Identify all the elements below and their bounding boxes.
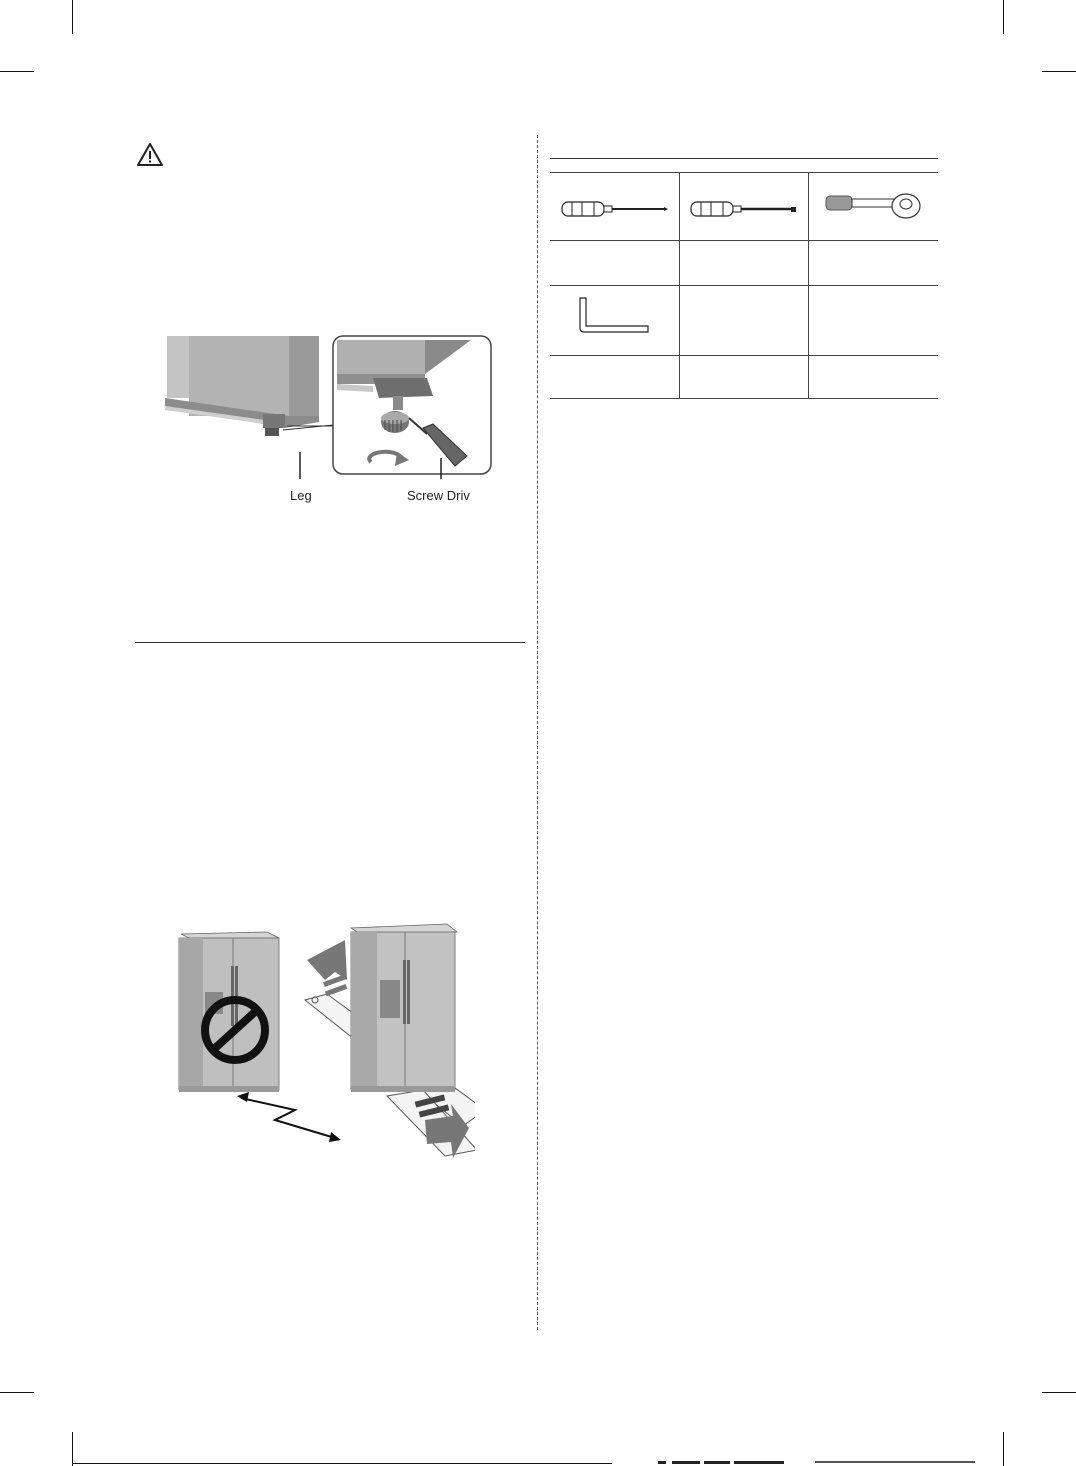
label-screwdriver: Screw Driv	[407, 488, 470, 503]
zigzag-arrow	[241, 1098, 335, 1138]
crop-mark	[1042, 1392, 1076, 1393]
footer-mark	[815, 1461, 975, 1463]
label-leg: Leg	[290, 488, 312, 503]
crop-mark	[0, 1392, 34, 1393]
phillips-screwdriver-icon	[560, 198, 670, 220]
socket-wrench-icon	[824, 192, 924, 222]
flat-screwdriver-icon	[689, 198, 799, 220]
fridge-leg	[263, 414, 285, 428]
warning-icon	[136, 142, 164, 167]
crop-mark	[72, 1432, 73, 1466]
crop-mark	[72, 0, 73, 34]
footer-rule	[72, 1463, 612, 1464]
crop-mark	[1003, 1432, 1004, 1466]
footer-mark	[672, 1461, 700, 1464]
fridge-moving-illustration	[175, 920, 475, 1165]
fridge-side-panel	[167, 336, 189, 398]
arrow-up-icon	[307, 940, 347, 980]
footer-mark	[734, 1461, 784, 1464]
crop-mark	[1042, 71, 1076, 72]
allen-key-icon	[574, 294, 654, 336]
crop-mark	[0, 71, 34, 72]
tools-header-rule	[550, 158, 938, 159]
column-divider	[537, 135, 538, 1330]
footer-mark	[658, 1461, 666, 1464]
crop-mark	[1003, 0, 1004, 34]
section-divider	[135, 642, 525, 643]
leg-adjust-illustration	[165, 334, 495, 479]
footer-mark	[704, 1461, 730, 1464]
